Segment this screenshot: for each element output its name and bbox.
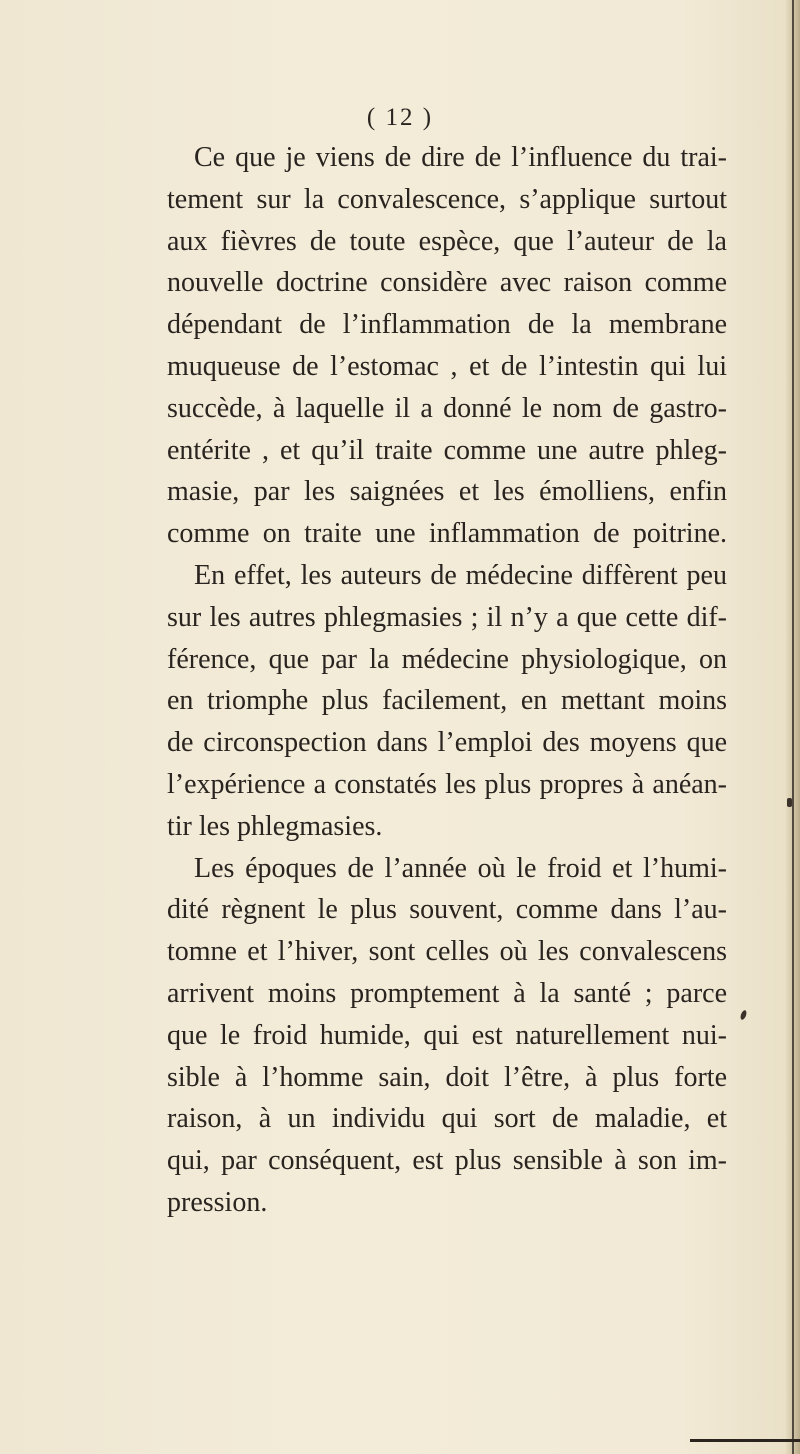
text-line: sur les autres phlegmasies ; il n’y a que cette dif-	[167, 601, 727, 633]
bottom-rule	[690, 1439, 800, 1442]
body-text	[167, 137, 727, 1224]
text-line: tomne et l’hiver, sont celles où les convalescens	[167, 936, 727, 968]
ink-mark	[739, 1009, 747, 1020]
text-line: comme on traite une inflammation de poitrine.	[167, 518, 727, 550]
text-line: qui, par conséquent, est plus sensible à son im-	[167, 1145, 727, 1177]
text-line: masie, par les saignées et les émolliens, enfin	[167, 476, 727, 508]
text-line: aux fièvres de toute espèce, que l’auteur de la	[167, 225, 727, 257]
text-line: férence, que par la médecine physiologique, on	[167, 643, 727, 675]
text-line: tement sur la convalescence, s’applique surtout	[167, 183, 727, 215]
text-line: raison, à un individu qui sort de maladie, et	[167, 1103, 727, 1135]
text-line: sible à l’homme sain, doit l’être, à plus forte	[167, 1061, 727, 1093]
text-line: dépendant de l’inflammation de la membrane	[167, 309, 727, 341]
text-line: nouvelle doctrine considère avec raison comme	[167, 267, 727, 299]
text-line: en triomphe plus facilement, en mettant moins	[167, 685, 727, 717]
text-line: En effet, les auteurs de médecine diffèrent peu	[194, 559, 727, 591]
text-line: tir les phlegmasies.	[167, 810, 383, 842]
page-edge-line	[792, 0, 794, 1454]
text-line: pression.	[167, 1186, 268, 1218]
ink-mark	[787, 798, 792, 807]
text-line: dité règnent le plus souvent, comme dans l’au-	[167, 894, 727, 926]
text-line: l’expérience a constatés les plus propres à anéan-	[167, 768, 727, 800]
text-line: arrivent moins promptement à la santé ; parce	[167, 977, 727, 1009]
text-line: Ce que je viens de dire de l’influence du trai-	[194, 142, 727, 173]
text-line: entérite , et qu’il traite comme une autre phleg-	[167, 434, 727, 466]
text-line: succède, à laquelle il a donné le nom de gastro-	[167, 392, 727, 424]
text-line: muqueuse de l’estomac , et de l’intestin qui lui	[167, 350, 727, 382]
text-line: de circonspection dans l’emploi des moyens que	[167, 727, 727, 759]
text-line: Les époques de l’année où le froid et l’humi-	[194, 852, 727, 884]
text-line: que le froid humide, qui est naturellement nui-	[167, 1019, 727, 1051]
page-number: ( 12 )	[366, 104, 434, 131]
